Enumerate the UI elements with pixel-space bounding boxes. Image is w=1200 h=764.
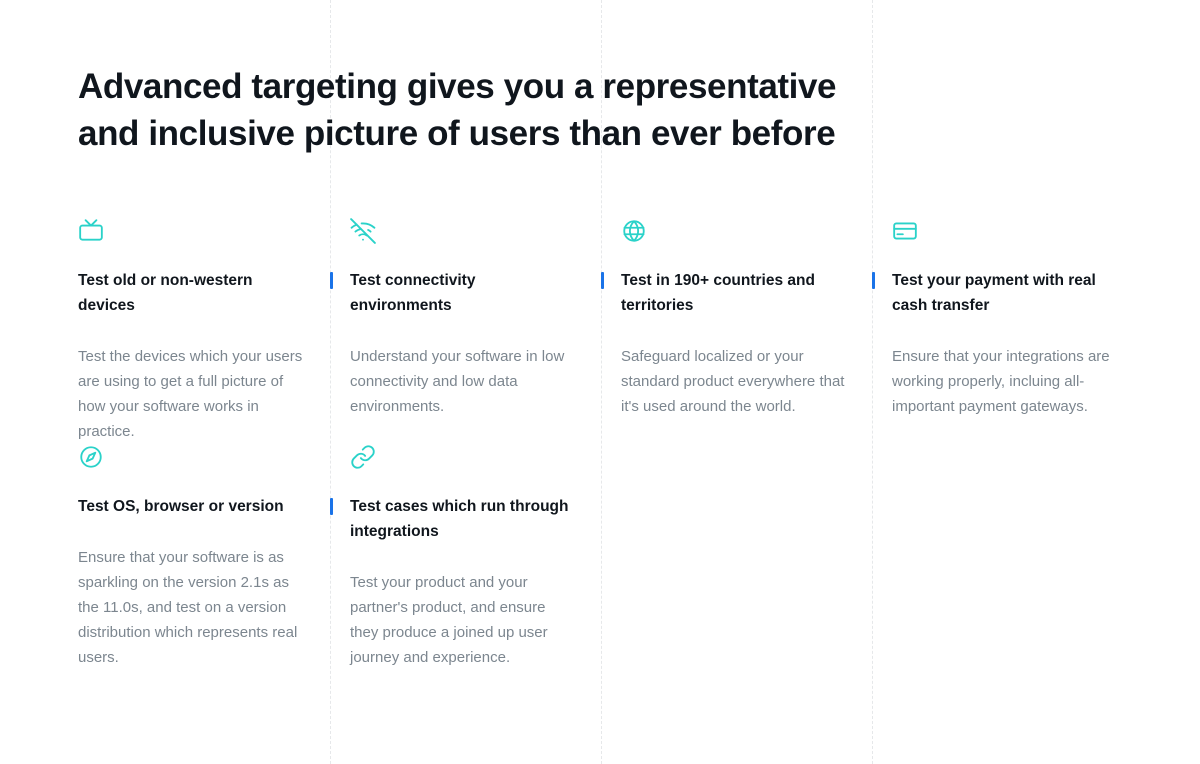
feature-title	[621, 268, 848, 318]
feature-title-text: Test OS, browser or version	[78, 498, 284, 515]
feature-title	[78, 268, 306, 318]
globe-icon	[621, 218, 848, 244]
wifi-off-icon	[350, 218, 577, 244]
accent-bar	[330, 498, 333, 515]
features-row-2	[0, 444, 1200, 670]
accent-bar	[872, 272, 875, 289]
feature-card-os-browser	[0, 444, 330, 670]
feature-body: Safeguard localized or your standard product everywhere that it's used around the world.	[621, 348, 845, 415]
feature-title	[350, 268, 577, 318]
link-icon	[350, 444, 577, 470]
compass-icon	[78, 444, 306, 470]
feature-body: Ensure that your software is as sparkling on the version 2.1s as the 11.0s, and test on a version distribution which represents real users.	[78, 549, 298, 666]
feature-title	[78, 494, 306, 519]
accent-bar	[330, 272, 333, 289]
feature-body: Test the devices which your users are using to get a full picture of how your software works in practice.	[78, 348, 303, 440]
feature-card-payment	[872, 218, 1143, 444]
feature-title-text: Test old or non-western devices	[78, 272, 253, 314]
feature-card-integrations	[330, 444, 601, 670]
feature-title	[350, 494, 577, 544]
feature-title-text: Test your payment with real cash transfer	[892, 272, 1096, 314]
feature-title	[892, 268, 1119, 318]
credit-card-icon	[892, 218, 1119, 244]
tv-icon	[78, 218, 306, 244]
accent-bar	[601, 272, 604, 289]
feature-body: Understand your software in low connectivity and low data environments.	[350, 348, 565, 415]
feature-body: Test your product and your partner's product, and ensure they produce a joined up user journey and experience.	[350, 574, 548, 666]
feature-title-text: Test connectivity environments	[350, 272, 476, 314]
features-grid	[0, 218, 1200, 670]
page-title: Advanced targeting gives you a representative and inclusive picture of users than ever before	[78, 67, 837, 154]
feature-card-countries	[601, 218, 872, 444]
features-row-1	[0, 218, 1200, 444]
feature-card-connectivity	[330, 218, 601, 444]
feature-title-text: Test cases which run through integrations	[350, 498, 569, 540]
feature-body: Ensure that your integrations are working properly, incluing all-important payment gateways.	[892, 348, 1110, 415]
feature-title-text: Test in 190+ countries and territories	[621, 272, 815, 314]
feature-card-tv	[0, 218, 330, 444]
